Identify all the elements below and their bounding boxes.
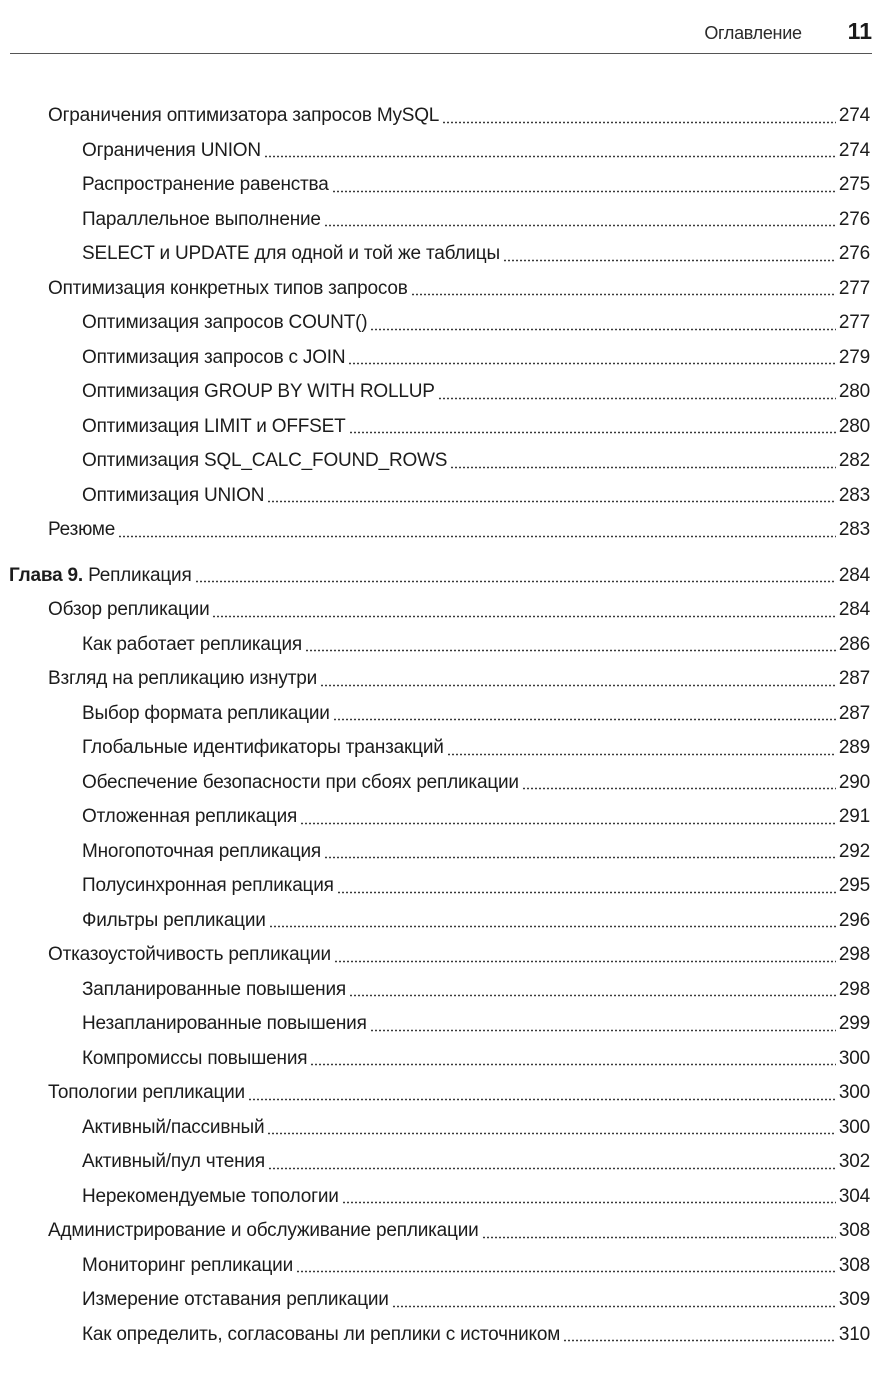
toc-entry-title (82, 347, 345, 369)
dot-leader (267, 500, 836, 503)
toc-entry-title (48, 278, 408, 300)
toc-entry-page: 284 (838, 564, 870, 586)
toc-entry-text: Репликация (88, 564, 192, 586)
dot-leader (334, 960, 836, 963)
dot-leader (296, 1270, 836, 1273)
toc-entry-page: 280 (838, 415, 870, 437)
toc-entry-page: 276 (838, 243, 870, 265)
toc-subsection-entry[interactable] (0, 835, 884, 870)
toc-entry-title (82, 450, 447, 472)
dot-leader (248, 1098, 836, 1101)
toc-subsection-entry[interactable] (0, 1249, 884, 1284)
toc-entry-page: 290 (838, 771, 870, 793)
toc-subsection-entry[interactable] (0, 203, 884, 238)
toc-section-entry[interactable] (0, 662, 884, 697)
toc-entry-title (48, 599, 209, 621)
toc-entry-page: 274 (838, 139, 870, 161)
toc-entry-page: 275 (838, 174, 870, 196)
header-rule (10, 53, 872, 54)
toc-subsection-entry[interactable] (0, 731, 884, 766)
toc-subsection-entry[interactable] (0, 306, 884, 341)
toc-entry-text: Оптимизация UNION (82, 484, 265, 506)
toc-entry-text: Глобальные идентификаторы транзакций (82, 737, 444, 759)
dot-leader (522, 787, 836, 790)
toc-entry-title (82, 772, 519, 794)
toc-section-entry[interactable] (0, 272, 884, 307)
toc-section-entry[interactable] (0, 593, 884, 628)
toc-entry-text: Измерение отставания репликации (82, 1289, 389, 1311)
toc-entry-title (48, 105, 439, 127)
toc-subsection-entry[interactable] (0, 697, 884, 732)
toc-subsection-entry[interactable] (0, 1042, 884, 1077)
toc-entry-text: Взгляд на репликацию изнутри (48, 668, 318, 690)
dot-leader (324, 224, 836, 227)
toc-entry-title (82, 140, 261, 162)
toc-entry-title (82, 1289, 389, 1311)
toc-entry-page: 300 (838, 1047, 870, 1069)
toc-entry-text: Топологии репликации (48, 1082, 245, 1104)
dot-leader (268, 1167, 836, 1170)
toc-section-entry[interactable] (0, 1076, 884, 1111)
toc-entry-page: 302 (838, 1151, 870, 1173)
toc-entry-text: Оптимизация LIMIT и OFFSET (82, 415, 346, 437)
toc-entry-title (48, 519, 115, 541)
dot-leader (324, 856, 836, 859)
dot-leader (447, 753, 836, 756)
toc-entry-text: Запланированные повышения (82, 978, 346, 1000)
toc-entry-text: Активный/пассивный (82, 1116, 265, 1138)
toc-entry-page: 283 (838, 519, 870, 541)
toc-entry-page: 287 (838, 668, 870, 690)
toc-entry-title (9, 565, 192, 587)
toc-subsection-entry[interactable] (0, 1180, 884, 1215)
toc-subsection-entry[interactable] (0, 1111, 884, 1146)
toc-entry-title (82, 1013, 367, 1035)
toc-entry-title (82, 910, 266, 932)
toc-entry-text: Оптимизация запросов COUNT() (82, 312, 368, 334)
toc-entry-title (82, 1117, 264, 1139)
toc-entry-title (82, 875, 334, 897)
toc-subsection-entry[interactable] (0, 904, 884, 939)
toc-entry-title (82, 979, 346, 1001)
toc-section-entry[interactable] (0, 938, 884, 973)
toc-entry-text: Оптимизация запросов с JOIN (82, 346, 346, 368)
toc-entry-title (82, 1255, 293, 1277)
dot-leader (370, 1029, 836, 1032)
toc-entry-page: 308 (838, 1254, 870, 1276)
dot-leader (264, 155, 836, 158)
toc-entry-page: 296 (838, 909, 870, 931)
toc-entry-text: Незапланированные повышения (82, 1013, 367, 1035)
toc-subsection-entry[interactable] (0, 973, 884, 1008)
toc-entry-text: Обзор репликации (48, 599, 210, 621)
toc-section-entry[interactable] (0, 1214, 884, 1249)
dot-leader (333, 718, 836, 721)
running-title: Оглавление (704, 23, 802, 43)
table-of-contents (0, 99, 884, 1352)
toc-subsection-entry[interactable] (0, 628, 884, 663)
toc-entry-title (48, 1220, 479, 1242)
toc-chapter-entry[interactable] (0, 559, 884, 594)
toc-entry-page: 308 (838, 1220, 870, 1242)
dot-leader (320, 684, 836, 687)
dot-leader (269, 925, 836, 928)
toc-entry-title (82, 737, 444, 759)
toc-entry-text: Ограничения оптимизатора запросов MySQL (48, 105, 440, 127)
dot-leader (267, 1132, 836, 1135)
toc-entry-text: SELECT и UPDATE для одной и той же таблицы (82, 243, 500, 265)
toc-entry-page: 276 (838, 208, 870, 230)
dot-leader (349, 994, 836, 997)
toc-entry-text: Мониторинг репликации (82, 1254, 293, 1276)
dot-leader (392, 1305, 836, 1308)
dot-leader (442, 121, 836, 124)
toc-subsection-entry[interactable] (0, 869, 884, 904)
page-number: 11 (847, 18, 872, 44)
toc-entry-text: Ограничения UNION (82, 139, 261, 161)
toc-entry-title (48, 944, 331, 966)
toc-entry-page: 298 (838, 978, 870, 1000)
toc-entry-page: 292 (838, 840, 870, 862)
toc-entry-title (82, 1186, 339, 1208)
toc-entry-text: Параллельное выполнение (82, 208, 321, 230)
toc-entry-text: Компромиссы повышения (82, 1047, 308, 1069)
toc-entry-text: Оптимизация SQL_CALC_FOUND_ROWS (82, 450, 448, 472)
toc-entry-page: 274 (838, 105, 870, 127)
toc-entry-text: Распространение равенства (82, 174, 329, 196)
dot-leader (212, 615, 835, 618)
toc-subsection-entry[interactable] (0, 375, 884, 410)
toc-subsection-entry[interactable] (0, 410, 884, 445)
dot-leader (482, 1236, 836, 1239)
dot-leader (337, 891, 836, 894)
toc-entry-text: Выбор формата репликации (82, 702, 330, 724)
toc-subsection-entry[interactable] (0, 134, 884, 169)
toc-entry-page: 300 (838, 1116, 870, 1138)
toc-subsection-entry[interactable] (0, 444, 884, 479)
toc-entry-text: Как определить, согласованы ли реплики с источником (82, 1323, 561, 1345)
toc-entry-page: 289 (838, 737, 870, 759)
toc-entry-page: 283 (838, 484, 870, 506)
dot-leader (310, 1063, 836, 1066)
toc-entry-text: Фильтры репликации (82, 909, 266, 931)
toc-entry-page: 300 (838, 1082, 870, 1104)
toc-entry-page: 287 (838, 702, 870, 724)
toc-subsection-entry[interactable] (0, 1318, 884, 1353)
toc-entry-title (82, 209, 321, 231)
dot-leader (305, 649, 836, 652)
toc-entry-title (82, 485, 264, 507)
toc-entry-text: Многопоточная репликация (82, 840, 321, 862)
toc-entry-page: 291 (838, 806, 870, 828)
toc-entry-page: 282 (838, 450, 870, 472)
toc-entry-text: Оптимизация GROUP BY WITH ROLLUP (82, 381, 435, 403)
toc-entry-title (48, 1082, 245, 1104)
toc-entry-text: Обеспечение безопасности при сбоях репликации (82, 771, 519, 793)
toc-entry-text: Отложенная репликация (82, 806, 298, 828)
dot-leader (342, 1201, 836, 1204)
page-header (0, 18, 872, 44)
toc-section-entry[interactable] (0, 99, 884, 134)
dot-leader (503, 259, 836, 262)
dot-leader (563, 1339, 836, 1342)
toc-entry-page: 298 (838, 944, 870, 966)
toc-subsection-entry[interactable] (0, 1007, 884, 1042)
toc-entry-text: Нерекомендуемые топологии (82, 1185, 339, 1207)
toc-subsection-entry[interactable] (0, 800, 884, 835)
toc-entry-title (82, 634, 302, 656)
toc-entry-page: 299 (838, 1013, 870, 1035)
toc-entry-title (82, 703, 330, 725)
toc-entry-text: Полусинхронная репликация (82, 875, 334, 897)
toc-entry-page: 280 (838, 381, 870, 403)
dot-leader (118, 535, 836, 538)
toc-entry-title (82, 1048, 307, 1070)
toc-entry-page: 309 (838, 1289, 870, 1311)
toc-entry-title (82, 1324, 560, 1346)
dot-leader (411, 293, 836, 296)
toc-entry-page: 286 (838, 633, 870, 655)
toc-entry-page: 277 (838, 312, 870, 334)
toc-subsection-entry[interactable] (0, 1145, 884, 1180)
dot-leader (370, 328, 836, 331)
toc-subsection-entry[interactable] (0, 341, 884, 376)
toc-entry-page: 304 (838, 1185, 870, 1207)
dot-leader (349, 431, 836, 434)
toc-entry-title (82, 416, 346, 438)
toc-entry-text: Активный/пул чтения (82, 1151, 265, 1173)
toc-entry-title (82, 243, 500, 265)
toc-entry-title (82, 174, 329, 196)
toc-entry-text: Администрирование и обслуживание репликации (48, 1220, 479, 1242)
toc-entry-text: Отказоустойчивость репликации (48, 944, 331, 966)
toc-subsection-entry[interactable] (0, 237, 884, 272)
dot-leader (438, 397, 836, 400)
toc-entry-page: 277 (838, 277, 870, 299)
dot-leader (300, 822, 836, 825)
dot-leader (450, 466, 836, 469)
toc-subsection-entry[interactable] (0, 168, 884, 203)
toc-subsection-entry[interactable] (0, 479, 884, 514)
toc-entry-page: 310 (838, 1323, 870, 1345)
toc-subsection-entry[interactable] (0, 766, 884, 801)
toc-entry-text: Как работает репликация (82, 633, 302, 655)
toc-entry-title (82, 841, 321, 863)
dot-leader (348, 362, 835, 365)
toc-subsection-entry[interactable] (0, 1283, 884, 1318)
toc-entry-title (82, 806, 297, 828)
toc-section-entry[interactable] (0, 513, 884, 548)
chapter-label: Глава 9. (9, 564, 83, 586)
toc-entry-title (48, 668, 317, 690)
toc-entry-page: 284 (838, 599, 870, 621)
toc-entry-title (82, 312, 367, 334)
toc-entry-page: 295 (838, 875, 870, 897)
toc-entry-title (82, 1151, 265, 1173)
toc-entry-title (82, 381, 435, 403)
toc-entry-page: 279 (838, 346, 870, 368)
toc-entry-text: Резюме (48, 519, 116, 541)
toc-entry-text: Оптимизация конкретных типов запросов (48, 277, 408, 299)
dot-leader (332, 190, 836, 193)
dot-leader (195, 580, 836, 583)
